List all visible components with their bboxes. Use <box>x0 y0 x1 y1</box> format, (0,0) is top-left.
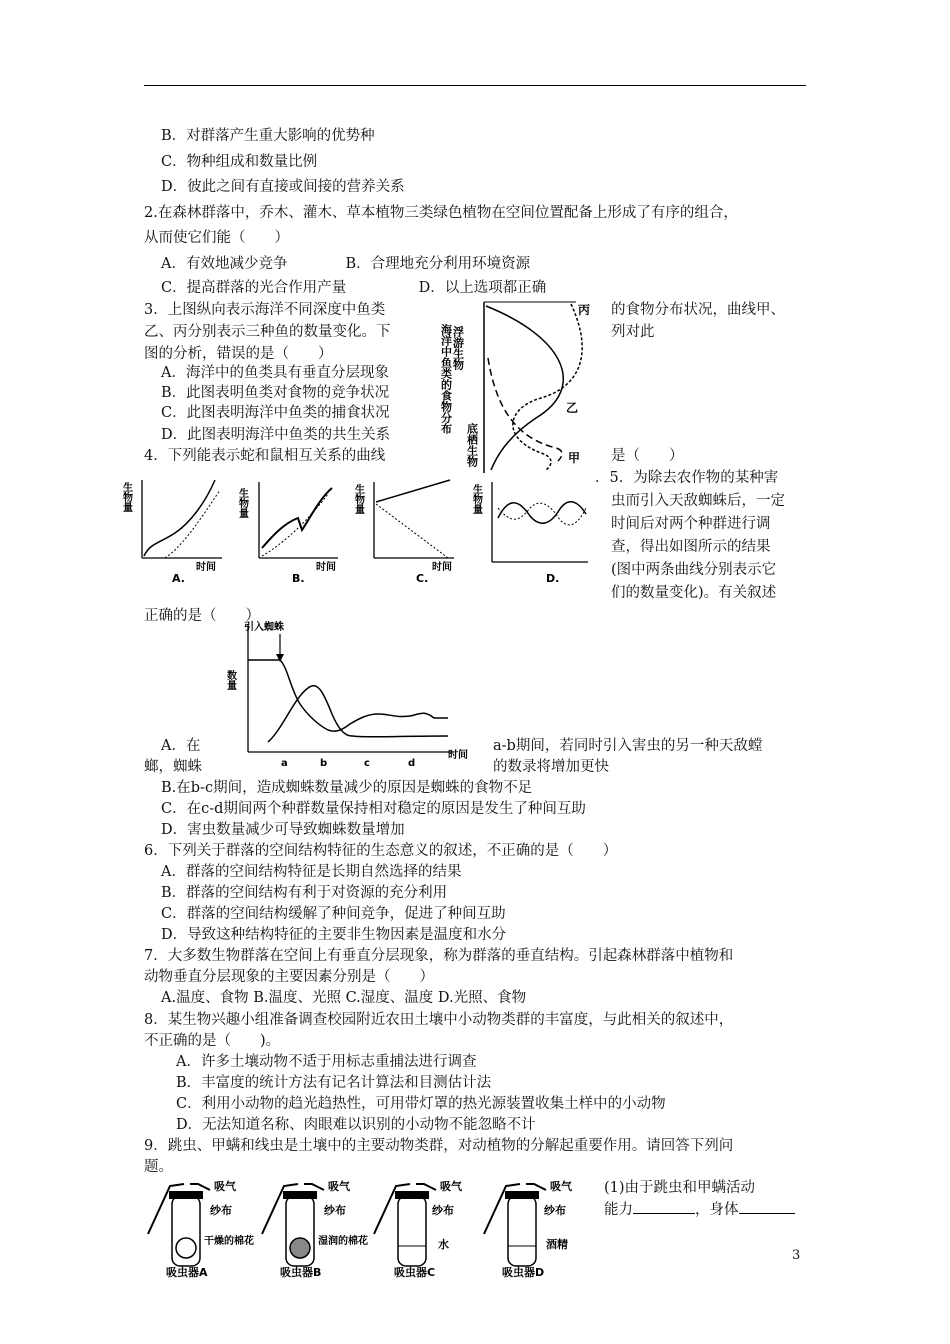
q3-option-a: A．海洋中的鱼类具有垂直分层现象 <box>161 365 389 381</box>
spider-pest-figure <box>224 618 482 772</box>
fig5-tick-b: b <box>320 758 328 769</box>
q5-option-c: C．在c-d期间两个种群数量保持相对稳定的原因是发生了种间互助 <box>161 801 586 817</box>
q3-option-d: D．此图表明海洋中鱼类的共生关系 <box>161 427 391 443</box>
q7-options: A.温度、食物 B.温度、光照 C.湿度、温度 D.光照、食物 <box>161 990 527 1006</box>
q8-stem-1: 8．某生物兴趣小组准备调查校园附近农田土壤中小动物类群的丰富度，与此相关的叙述中， <box>144 1012 734 1028</box>
aspirator-c-suck: 吸气 <box>440 1180 462 1193</box>
aspirator-a-content: 干燥的棉花 <box>204 1236 254 1247</box>
q2-stem-2: 从而使它们能（ ） <box>144 230 289 246</box>
aspirator-c-name: 吸虫器C <box>394 1266 436 1279</box>
q3-option-b: B．此图表明鱼类对食物的竞争状况 <box>161 385 390 401</box>
fig5-arrow-label: 引入蜘蛛 <box>244 622 284 633</box>
q9-stem-2: 题。 <box>144 1159 173 1175</box>
q3-stem-1: 3．上图纵向表示海洋不同深度中鱼类 <box>144 302 386 318</box>
aspirator-b-suck: 吸气 <box>328 1180 350 1193</box>
q1-option-d: D．彼此之间有直接或间接的营养关系 <box>161 179 405 195</box>
q5-option-a-1: A．在 <box>161 738 201 754</box>
q4-panel-a <box>121 480 223 585</box>
aspirator-a-name: 吸虫器A <box>166 1266 208 1279</box>
q5-stem-3: 时间后对两个种群进行调 <box>611 516 771 532</box>
fish-distribution-figure <box>439 298 606 476</box>
q5-stem-1: ．5．为除去农作物的某种害 <box>595 470 779 486</box>
fig5-tick-a: a <box>281 758 288 769</box>
q4-panel-d <box>471 482 589 585</box>
q9-stem-1: 9．跳虫、甲螨和线虫是土壤中的主要动物类群，对动植物的分解起重要作用。请回答下列问 <box>144 1138 734 1154</box>
q9-sub-2-text: 能力 <box>604 1202 633 1218</box>
aspirator-c <box>374 1179 463 1279</box>
aspirator-c-content: 水 <box>438 1238 449 1251</box>
q2-options-cd: C．提高群落的光合作用产量 D．以上选项都正确 <box>161 280 547 296</box>
aspirator-d-name: 吸虫器D <box>502 1266 545 1279</box>
q3-stem-2: 乙、丙分别表示三种鱼的数量变化。下 <box>144 324 391 340</box>
aspirator-d-suck: 吸气 <box>550 1180 572 1193</box>
q4-curves-figure <box>120 478 600 586</box>
aspirator-figure <box>140 1176 596 1279</box>
q1-option-b: B．对群落产生重大影响的优势种 <box>161 128 375 144</box>
q4a-xlabel: 时间 <box>196 562 216 573</box>
q5-option-a-2: a-b期间，若同时引入害虫的另一种天敌螳 <box>493 738 763 754</box>
curve-yi <box>486 306 563 470</box>
q4b-ylabel: 生物量 <box>236 488 248 518</box>
q4d-ylabel: 生物量 <box>470 484 482 514</box>
fig3-top-label: 浮游生物 <box>451 326 465 370</box>
q3-option-c: C．此图表明海洋中鱼类的捕食状况 <box>161 405 390 421</box>
q1-option-c: C．物种组成和数量比例 <box>161 154 318 170</box>
q5-stem-4: 查，得出如图所示的结果 <box>611 539 771 555</box>
q5-stem-7: 正确的是（ ） <box>144 608 260 624</box>
q4a-ylabel: 生物量 <box>120 482 132 512</box>
q5-option-b: B.在b-c期间，造成蜘蛛数量减少的原因是蜘蛛的食物不足 <box>161 780 533 796</box>
answer-blank-2[interactable] <box>739 1199 795 1214</box>
q7-stem-2: 动物垂直分层现象的主要因素分别是（ ） <box>144 969 434 985</box>
q8-stem-2: 不正确的是（ )。 <box>144 1033 281 1049</box>
q4-panel-b <box>237 482 339 585</box>
fig3-side-label: 海洋中鱼类的食物分布 <box>439 324 453 434</box>
q5-option-a-3: 螂，蜘蛛 <box>144 759 202 775</box>
q5-option-d: D．害虫数量减少可导致蜘蛛数量增加 <box>161 822 405 838</box>
fig5-tick-c: c <box>364 758 370 769</box>
aspirator-c-gauze: 纱布 <box>432 1204 454 1217</box>
aspirator-d-gauze: 纱布 <box>544 1204 566 1217</box>
fig5-ylabel: 数量 <box>224 670 236 690</box>
q6-stem: 6．下列关于群落的空间结构特征的生态意义的叙述，不正确的是（ ） <box>144 843 618 859</box>
q9-sub-1: (1)由于跳虫和甲螨活动 <box>604 1180 756 1196</box>
aspirator-a-gauze: 纱布 <box>210 1204 232 1217</box>
answer-blank-1[interactable] <box>633 1199 695 1214</box>
q3-stem-3: 图的分析，错误的是（ ） <box>144 346 333 362</box>
q4c-ylabel: 生物量 <box>352 484 364 514</box>
label-jia: 甲 <box>568 451 581 465</box>
page-number: 3 <box>792 1248 801 1263</box>
q6-option-b: B．群落的空间结构有利于对资源的充分利用 <box>161 885 448 901</box>
aspirator-d-content: 酒精 <box>546 1238 568 1251</box>
q7-stem-1: 7．大多数生物群落在空间上有垂直分层现象，称为群落的垂直结构。引起森林群落中植物和 <box>144 948 734 964</box>
aspirator-b-gauze: 纱布 <box>324 1204 346 1217</box>
q4-stem-b: 是（ ） <box>611 448 684 464</box>
q5-stem-6: 们的数量变化)。有关叙述 <box>611 585 777 601</box>
q8-option-b: B．丰富度的统计方法有记名计算法和目测估计法 <box>176 1075 492 1091</box>
q4-panel-c <box>353 480 455 585</box>
fig5-xlabel: 时间 <box>448 750 468 761</box>
q8-option-c: C．利用小动物的趋光趋热性，可用带灯罩的热光源装置收集土样中的小动物 <box>176 1096 666 1112</box>
q2-stem-1: 2.在森林群落中，乔木、灌木、草本植物三类绿色植物在空间位置配备上形成了有序的组合， <box>144 205 738 221</box>
header-rule <box>144 85 806 86</box>
q3-stem-1b: 的食物分布状况，曲线甲、 <box>611 302 785 318</box>
q9-sub-2-text-b: ，身体 <box>695 1202 739 1218</box>
q4c-xlabel: 时间 <box>432 562 452 573</box>
q6-option-a: A．群落的空间结构特征是长期自然选择的结果 <box>161 864 462 880</box>
q5-stem-2: 虫而引入天敌蜘蛛后，一定 <box>611 493 785 509</box>
q4-label-c: C. <box>416 572 429 585</box>
aspirator-b-name: 吸虫器B <box>280 1266 322 1279</box>
q4-label-b: B. <box>292 572 305 585</box>
fig3-bottom-label: 底栖生物 <box>465 423 479 467</box>
aspirator-a-suck: 吸气 <box>214 1180 236 1193</box>
aspirator-d <box>484 1179 573 1279</box>
label-bing: 丙 <box>578 303 591 317</box>
q5-stem-5: (图中两条曲线分别表示它 <box>611 562 777 578</box>
q6-option-d: D．导致这种结构特征的主要非生物因素是温度和水分 <box>161 927 507 943</box>
q4b-xlabel: 时间 <box>316 562 336 573</box>
q9-sub-2 <box>604 1199 795 1220</box>
q4-stem: 4．下列能表示蛇和鼠相互关系的曲线 <box>144 448 386 464</box>
aspirator-a <box>148 1179 254 1279</box>
q4-label-a: A. <box>172 572 185 585</box>
label-yi: 乙 <box>566 401 579 415</box>
fig5-tick-d: d <box>408 758 416 769</box>
q3-stem-2b: 列对此 <box>611 324 655 340</box>
q4-label-d: D. <box>546 572 560 585</box>
q2-options-ab: A．有效地减少竞争 B．合理地充分利用环境资源 <box>161 256 531 272</box>
q8-option-a: A．许多土壤动物不适于用标志重捕法进行调查 <box>176 1054 477 1070</box>
q6-option-c: C．群落的空间结构缓解了种间竞争，促进了种间互助 <box>161 906 506 922</box>
aspirator-b-content: 湿润的棉花 <box>318 1236 368 1247</box>
q5-option-a-4: 的数录将增加更快 <box>493 759 609 775</box>
aspirator-b <box>262 1179 368 1279</box>
q8-option-d: D．无法知道名称、肉眼难以识别的小动物不能忽略不计 <box>176 1117 536 1133</box>
